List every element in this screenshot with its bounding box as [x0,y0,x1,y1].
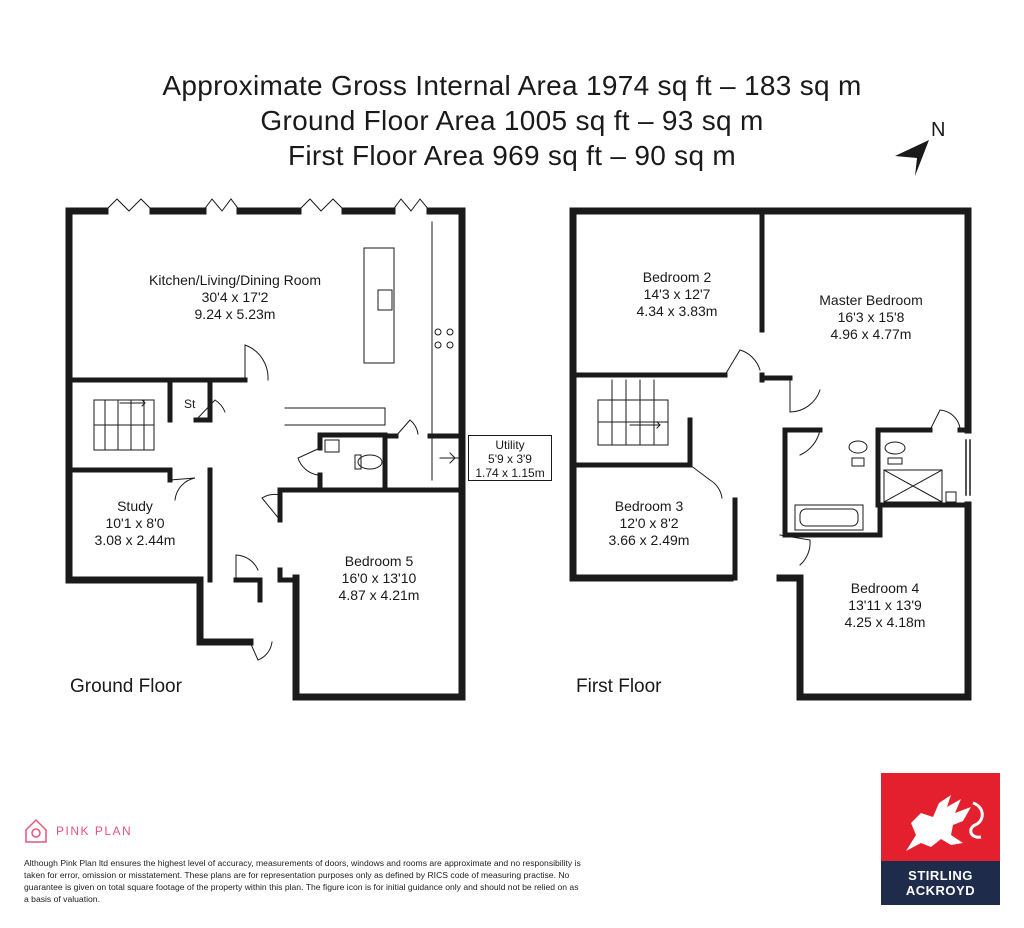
master-metric: 4.96 x 4.77m [830,326,912,342]
study-metric: 3.08 x 2.44m [94,532,176,548]
study-imperial: 10'1 x 8'0 [105,515,165,531]
study-label [95,498,176,549]
gross-area-title: Approximate Gross Internal Area 1974 sq ft – 183 sq m [162,70,862,101]
pink-plan-house-icon [24,818,48,844]
bedroom2-name: Bedroom 2 [642,269,712,285]
pink-plan-text: PINK PLAN [56,824,133,838]
brand-line1: STIRLING [908,868,973,883]
bedroom3-imperial: 12'0 x 8'2 [619,515,679,531]
ground-floor-area-title: Ground Floor Area 1005 sq ft – 93 sq m [260,105,764,136]
bedroom5-label [339,553,420,604]
study-name: Study [117,498,153,514]
master-bedroom-label [819,292,922,343]
bedroom5-name: Bedroom 5 [344,553,414,569]
stirling-ackroyd-logo [881,773,1000,905]
bedroom5-metric: 4.87 x 4.21m [338,587,420,603]
utility-metric: 1.74 x 1.15m [475,466,545,480]
first-floor-label: First Floor [576,676,662,697]
bedroom5-imperial: 16'0 x 13'10 [341,570,417,586]
utility-label-box [468,435,552,481]
bedroom4-metric: 4.25 x 4.18m [844,614,926,630]
bedroom2-metric: 4.34 x 3.83m [636,303,718,319]
bedroom4-name: Bedroom 4 [850,580,920,596]
ground-floor-label: Ground Floor [70,676,182,697]
utility-name: Utility [495,438,525,452]
kitchen-name: Kitchen/Living/Dining Room [149,272,321,288]
compass-north-label: N [931,119,946,141]
kitchen-imperial: 30'4 x 17'2 [201,289,269,305]
bedroom3-name: Bedroom 3 [614,498,684,514]
disclaimer-text: Although Pink Plan ltd ensures the highest level of accuracy, measurements of doors, windows and rooms are approximate and no responsibility is taken for error, omission or misstatement. These plans are for representation purposes only as defined by RICS code of measuring practise. No guarantee is given on total square footage of the property within this plan. The figure icon is for initial guidance only and should not be relied on as a basis of valuation. [24,858,581,904]
pink-plan-logo [24,818,132,844]
bedroom3-metric: 3.66 x 2.49m [608,532,690,548]
griffin-icon [881,773,1000,861]
bedroom4-label [845,580,926,631]
utility-imperial: 5'9 x 3'9 [488,452,532,466]
first-floor-area-title: First Floor Area 969 sq ft – 90 sq m [287,140,737,171]
bedroom4-imperial: 13'11 x 13'9 [848,597,922,613]
master-imperial: 16'3 x 15'8 [837,309,905,325]
bedroom2-imperial: 14'3 x 12'7 [643,286,711,302]
bedroom3-label [609,498,690,549]
brand-line2: ACKROYD [905,883,976,898]
kitchen-metric: 9.24 x 5.23m [194,306,276,322]
kitchen-label [149,272,321,323]
bedroom2-label [637,269,718,320]
store-label: St [184,397,196,411]
master-name: Master Bedroom [819,292,923,308]
